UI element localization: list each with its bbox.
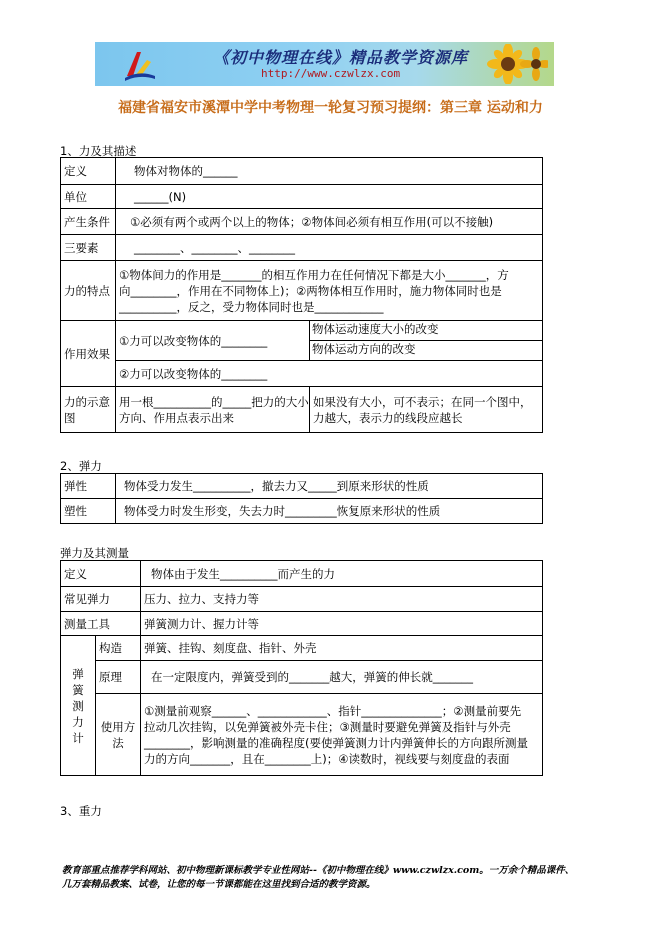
label-line: 图 <box>64 410 76 425</box>
text-line: 向________，作用在不同物体上)；②两物体相互作用时，施力物体同时也是 <box>119 283 502 298</box>
row-label: 力的特点 <box>61 261 116 321</box>
row-value: ______(N) <box>116 185 543 209</box>
spring-table <box>60 560 543 776</box>
table-row <box>61 158 543 185</box>
row-label: 常见弹力 <box>61 587 141 612</box>
footer <box>62 864 602 892</box>
text-line: 力的方向_______，且在________上)；④读数时，视线要与刻度盘的表面 <box>144 751 510 766</box>
table-row <box>61 661 543 694</box>
table-row <box>61 321 543 361</box>
sub-label: 使用方法 <box>96 694 141 776</box>
row-label: 产生条件 <box>61 209 116 235</box>
row-label: 三要素 <box>61 235 116 261</box>
text-line: 拉动几次挂钩，以免弹簧被外壳卡住；③测量时要避免弹簧及指针与外壳 <box>144 719 511 734</box>
row-label: 定义 <box>61 561 141 587</box>
force-table <box>60 157 543 433</box>
detail-item: 物体运动速度大小的改变 <box>310 321 542 341</box>
row-value <box>141 694 543 776</box>
row-value: 弹簧测力计、握力计等 <box>141 612 543 636</box>
table-row <box>61 499 543 524</box>
row-label: 弹性 <box>61 474 116 499</box>
table-row <box>61 261 543 321</box>
row-label: 作用效果 <box>61 321 116 387</box>
document-title: 福建省福安市溪潭中学中考物理一轮复习预习提纲：第三章 运动和力 <box>118 100 543 116</box>
diagram-note <box>310 387 543 433</box>
banner-url[interactable]: http://www.czwlzx.com <box>261 67 401 80</box>
footer-line: 几万套精品教案、试卷，让您的每一节课都能在这里找到合适的教学资源。 <box>62 879 376 890</box>
text-line: 力越大，表示力的线段应越长 <box>313 410 463 425</box>
sunflower-icon <box>486 44 548 84</box>
row-label: 塑性 <box>61 499 116 524</box>
row-value: 在一定限度内，弹簧受到的_______越大，弹簧的伸长就_______ <box>141 661 543 694</box>
row-label: 单位 <box>61 185 116 209</box>
table-row <box>61 694 543 776</box>
table-row <box>61 235 543 261</box>
table-row <box>61 612 543 636</box>
row-value: ________、________、________ <box>116 235 543 261</box>
effect-motion: ②力可以改变物体的________ <box>116 361 543 387</box>
row-value: 物体由于发生__________而产生的力 <box>141 561 543 587</box>
sub-label: 原理 <box>96 661 141 694</box>
table-row <box>61 209 543 235</box>
text-line: __________，反之，受力物体同时也是____________ <box>119 299 384 314</box>
row-value: 物体受力时发生形变，失去力时_________恢复原来形状的性质 <box>116 499 543 524</box>
row-value <box>116 261 543 321</box>
effect-shape: ①力可以改变物体的________ <box>116 321 310 361</box>
row-value: 物体对物体的______ <box>116 158 543 185</box>
elasticity-table <box>60 473 543 524</box>
label-line: 力的示意 <box>64 394 110 409</box>
row-value: 弹簧、挂钩、刻度盘、指针、外壳 <box>141 636 543 661</box>
effect-shape-details <box>310 321 543 361</box>
row-label: 弹簧测力计 <box>61 636 96 776</box>
detail-item: 物体运动方向的改变 <box>312 342 416 356</box>
text-line: ①测量前观察______、____________、指针______________；②测量前要先 <box>144 703 522 718</box>
text-line: 用一根__________的_____把力的大小 <box>119 394 309 409</box>
sub-label: 构造 <box>96 636 141 661</box>
header-banner <box>95 42 554 86</box>
row-value: 物体受力发生__________，撤去力又_____到原来形状的性质 <box>116 474 543 499</box>
text-line: ①物体间力的作用是_______的相互作用力在任何情况下都是大小_______，方 <box>119 267 509 282</box>
section-heading: 1、力及其描述 <box>60 144 137 158</box>
section-heading: 弹力及其测量 <box>60 546 129 560</box>
row-label <box>61 387 116 433</box>
table-row <box>61 561 543 587</box>
table-row <box>61 361 543 387</box>
text-line: ________，影响测量的准确程度(要使弹簧测力计内弹簧伸长的方向跟所测量 <box>144 735 528 750</box>
table-row <box>61 587 543 612</box>
banner-title: 《初中物理在线》精品教学资源库 <box>213 48 469 67</box>
row-value: 压力、拉力、支持力等 <box>141 587 543 612</box>
table-row <box>61 185 543 209</box>
text-line: 方向、作用点表示出来 <box>119 410 234 425</box>
row-label: 测量工具 <box>61 612 141 636</box>
table-row <box>61 387 543 433</box>
row-value: ①必须有两个或两个以上的物体；②物体间必须有相互作用(可以不接触) <box>116 209 543 235</box>
footer-line: 教育部重点推荐学科网站、初中物理新课标教学专业性网站--《初中物理在线》www.czwlzx.com。一万余个精品课件、 <box>62 865 575 876</box>
section-heading: 3、重力 <box>60 804 102 818</box>
table-row <box>61 474 543 499</box>
text-line: 如果没有大小，可不表示；在同一个图中， <box>313 394 532 409</box>
logo-icon <box>121 46 157 82</box>
diagram-method <box>116 387 310 433</box>
row-label: 定义 <box>61 158 116 185</box>
section-heading: 2、弹力 <box>60 459 102 473</box>
table-row <box>61 636 543 661</box>
